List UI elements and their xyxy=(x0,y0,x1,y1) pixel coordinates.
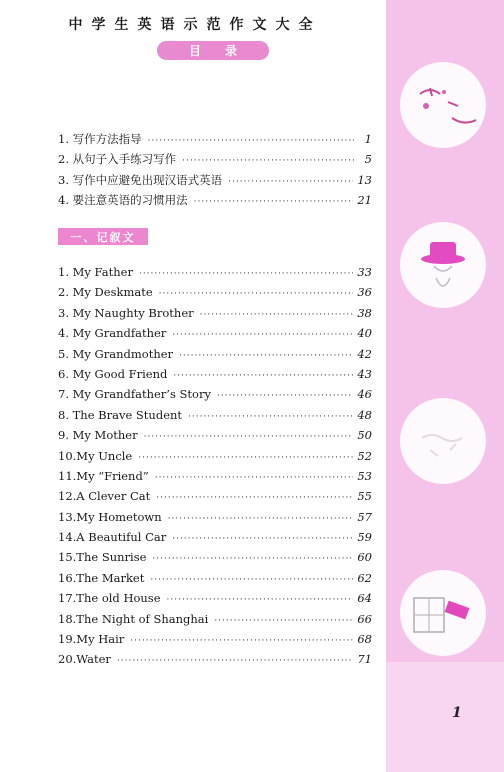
toc-entry-page: 5 xyxy=(364,152,372,167)
essay-entry[interactable] xyxy=(58,588,372,608)
toc-entry-page: 60 xyxy=(357,550,372,565)
toc-entry-page: 64 xyxy=(357,591,372,606)
essay-entry[interactable] xyxy=(58,405,372,425)
dot-leader xyxy=(138,448,353,468)
toc-entry-page: 68 xyxy=(357,632,372,647)
essay-entry[interactable] xyxy=(58,364,372,384)
toc-entry-page: 50 xyxy=(357,428,372,443)
dot-leader xyxy=(167,590,354,610)
intro-list xyxy=(58,129,372,211)
toc-label xyxy=(157,41,269,60)
decorative-side-band xyxy=(386,0,504,772)
dot-leader xyxy=(150,570,353,590)
essay-entry[interactable] xyxy=(58,262,372,282)
essay-entry[interactable] xyxy=(58,547,372,567)
essay-entry[interactable] xyxy=(58,649,372,669)
dot-leader xyxy=(152,549,353,569)
essay-entry[interactable] xyxy=(58,323,372,343)
dot-leader xyxy=(214,611,353,631)
toc-entry-page: 71 xyxy=(357,652,372,667)
toc-entry-title: 8. The Brave Student xyxy=(58,407,183,422)
dot-leader xyxy=(130,631,353,651)
toc-entry-page: 1 xyxy=(364,132,372,146)
essay-entry[interactable] xyxy=(58,486,372,506)
dot-leader xyxy=(168,509,354,529)
dot-leader xyxy=(159,284,354,304)
toc-entry-page: 21 xyxy=(357,193,372,208)
toc-entry-title: 12.A Clever Cat xyxy=(58,489,151,504)
toc-entry-title: 10.My Uncle xyxy=(58,448,133,463)
toc-entry-title: 1. My Father xyxy=(58,265,133,279)
dot-leader xyxy=(173,366,353,386)
dot-leader xyxy=(188,407,353,427)
toc-entry-title: 3. 写作中应避免出现汉语式英语 xyxy=(58,172,223,187)
dot-leader xyxy=(144,427,354,447)
dot-leader xyxy=(179,346,353,366)
essay-entry[interactable] xyxy=(58,629,372,649)
toc-entry-page: 13 xyxy=(357,172,372,187)
page-number: 1 xyxy=(452,705,462,721)
toc-entry-page: 46 xyxy=(357,387,372,402)
toc-entry-title: 15.The Sunrise xyxy=(58,550,147,565)
toc-entry-page: 53 xyxy=(357,468,372,483)
essay-entry[interactable] xyxy=(58,527,372,547)
intro-entry[interactable] xyxy=(58,129,372,149)
intro-entry[interactable] xyxy=(58,149,372,169)
toc-entry-title: 18.The Night of Shanghai xyxy=(58,611,209,626)
essay-entry[interactable] xyxy=(58,384,372,404)
dot-leader xyxy=(194,192,354,212)
toc-entry-title: 4. My Grandfather xyxy=(58,326,167,341)
toc-entry-page: 52 xyxy=(357,448,372,463)
faint-drawing-icon xyxy=(400,398,486,484)
section-label: 一、记叙文 xyxy=(58,228,148,245)
toc-entry-title: 13.My Hometown xyxy=(58,509,162,524)
dot-leader xyxy=(228,172,353,192)
dot-leader xyxy=(155,468,354,488)
toc-entry-page: 36 xyxy=(357,285,372,300)
essay-entry[interactable] xyxy=(58,446,372,466)
toc-entry-title: 3. My Naughty Brother xyxy=(58,305,194,320)
toc-entry-title: 7. My Grandfather’s Story xyxy=(58,387,211,402)
toc-entry-title: 14.A Beautiful Car xyxy=(58,530,167,545)
toc-entry-title: 17.The old House xyxy=(58,591,161,606)
book-title: 中学生英语示范作文大全 xyxy=(68,17,322,33)
toc-entry-title: 11.My “Friend” xyxy=(58,468,149,483)
essay-list xyxy=(58,262,372,670)
gift-box-icon xyxy=(400,570,486,656)
essay-entry[interactable] xyxy=(58,282,372,302)
toc-entry-title: 5. My Grandmother xyxy=(58,346,174,361)
toc-entry-page: 57 xyxy=(357,509,372,524)
toc-entry-title: 2. My Deskmate xyxy=(58,285,153,300)
essay-entry[interactable] xyxy=(58,425,372,445)
dot-leader xyxy=(139,264,353,284)
dot-leader xyxy=(148,131,354,151)
toc-entry-title: 1. 写作方法指导 xyxy=(58,132,142,146)
dot-leader xyxy=(156,488,353,508)
toc-entry-title: 19.My Hair xyxy=(58,632,125,647)
toc-entry-title: 20.Water xyxy=(58,652,111,667)
dot-leader xyxy=(172,325,353,345)
intro-entry[interactable] xyxy=(58,170,372,190)
side-band-lower xyxy=(386,662,504,772)
dot-leader xyxy=(182,151,354,171)
hat-figure-icon xyxy=(400,222,486,308)
toc-entry-page: 40 xyxy=(357,326,372,341)
essay-entry[interactable] xyxy=(58,344,372,364)
toc-entry-title: 2. 从句子入手练习写作 xyxy=(58,152,177,167)
toc-entry-title: 9. My Mother xyxy=(58,428,138,443)
toc-entry-title: 16.The Market xyxy=(58,570,145,585)
toc-entry-page: 42 xyxy=(357,346,372,361)
toc-entry-title: 6. My Good Friend xyxy=(58,366,168,381)
toc-label-char-2: 录 xyxy=(225,44,238,58)
toc-entry-page: 62 xyxy=(357,570,372,585)
toc-entry-page: 33 xyxy=(357,265,372,279)
dot-leader xyxy=(117,651,353,671)
intro-entry[interactable] xyxy=(58,190,372,210)
toc-entry-page: 55 xyxy=(357,489,372,504)
toc-entry-title: 4. 要注意英语的习惯用法 xyxy=(58,193,188,208)
essay-entry[interactable] xyxy=(58,303,372,323)
toc-entry-page: 66 xyxy=(357,611,372,626)
essay-entry[interactable] xyxy=(58,609,372,629)
essay-entry[interactable] xyxy=(58,507,372,527)
essay-entry[interactable] xyxy=(58,466,372,486)
toc-entry-page: 48 xyxy=(357,407,372,422)
toc-entry-page: 38 xyxy=(357,305,372,320)
toc-label-char-1: 目 xyxy=(188,44,201,58)
toc-entry-page: 43 xyxy=(357,366,372,381)
dot-leader xyxy=(200,305,354,325)
dot-leader xyxy=(217,386,353,406)
essay-entry[interactable] xyxy=(58,568,372,588)
flower-sketch-icon xyxy=(400,62,486,148)
dot-leader xyxy=(172,529,353,549)
toc-entry-page: 59 xyxy=(357,530,372,545)
